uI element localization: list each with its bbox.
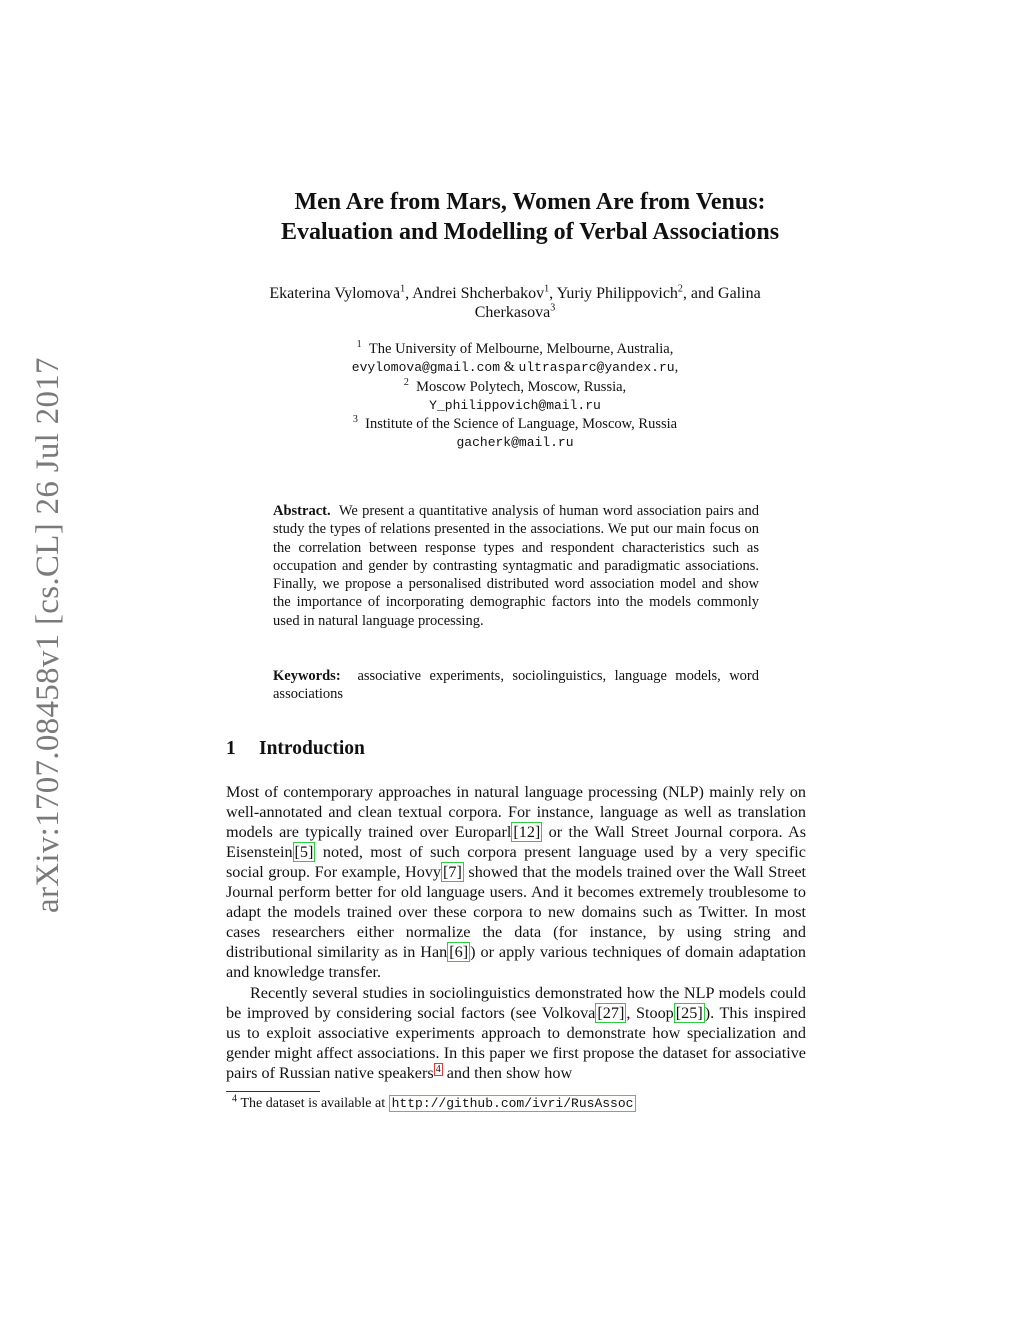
author-list xyxy=(200,284,830,322)
email-link[interactable]: Y_philippovich@mail.ru xyxy=(429,397,601,413)
keywords-label: Keywords: xyxy=(273,668,341,684)
footnote-mark: 4 xyxy=(232,1093,237,1105)
paragraph-1 xyxy=(226,782,806,982)
author-name: Cherkasova xyxy=(474,304,551,321)
keywords-text: associative experiments, sociolinguistics, language models, word associations xyxy=(273,668,759,703)
institution-name: The University of Melbourne, Melbourne, Australia, xyxy=(368,341,674,357)
title-line-2: Evaluation and Modelling of Verbal Associations xyxy=(280,219,780,245)
affiliation-mark: 3 xyxy=(352,414,358,426)
abstract xyxy=(273,502,759,630)
section-heading xyxy=(226,738,365,760)
affiliations xyxy=(250,340,780,453)
footnote-link[interactable]: 4 xyxy=(435,1063,441,1075)
paragraph-text: ). This inspired us to exploit associative experiments approach to demonstrate how specialization and gender might affect associations. In this paper we first propose the dataset for associative pairs of Russian native speakers xyxy=(226,1004,806,1082)
email-link[interactable]: gacherk@mail.ru xyxy=(456,435,574,451)
affiliation-mark: 2 xyxy=(677,283,683,295)
affiliation-mark: 2 xyxy=(403,376,409,388)
email-link[interactable]: evylomova@gmail.com xyxy=(351,360,501,376)
footnote xyxy=(232,1094,636,1114)
paragraph-text: or the Wall Street Journal corpora. As Eisenstein xyxy=(226,823,806,861)
affiliation-1 xyxy=(250,340,780,358)
ampersand: & xyxy=(503,359,515,376)
institution-name: Moscow Polytech, Moscow, Russia, xyxy=(416,378,627,395)
affiliation-2 xyxy=(250,378,780,396)
affiliation-mark: 1 xyxy=(400,283,406,295)
comma: , xyxy=(674,359,679,376)
footnote-text: The dataset is available at xyxy=(240,1096,389,1111)
institution-name: Institute of the Science of Language, Moscow, Russia xyxy=(365,416,678,433)
paragraph-text: showed that the models trained over the Wall Street Journal perform better for old language users. And it becomes extremely troublesome to adapt the models trained over these corpora to new domains such as Twitter. In most cases researchers either normalize the data (for instance, by using string and distributional similarity as in Han xyxy=(226,863,807,961)
section-number: 1 xyxy=(226,738,236,759)
email-link[interactable]: ultrasparc@yandex.ru xyxy=(518,360,675,376)
paragraph-text: Recently several studies in sociolinguistics demonstrated how the NLP models could be improved by considering social factors (see Volkova xyxy=(226,984,806,1022)
affiliation-mark: 1 xyxy=(544,283,550,295)
paragraph-text: and then show how xyxy=(442,1064,573,1082)
citation-link[interactable]: [6] xyxy=(449,943,469,961)
arxiv-identifier-stamp: arXiv:1707.08458v1 [cs.CL] 26 Jul 2017 xyxy=(30,357,66,913)
author-name: , and Galina xyxy=(682,285,761,302)
affiliation-2-email xyxy=(250,396,780,415)
affiliation-3 xyxy=(250,415,780,433)
paragraph-text: Most of contemporary approaches in natural language processing (NLP) mainly rely on well-annotated and clean textual corpora. For instance, language as well as translation models are typically trained over Europarl xyxy=(226,783,806,841)
paragraph-text: ) or apply various techniques of domain adaptation and knowledge transfer. xyxy=(226,943,806,981)
citation-link[interactable]: [25] xyxy=(675,1004,703,1022)
paragraph-text: , Stoop xyxy=(626,1004,674,1022)
title-line-1: Men Are from Mars, Women Are from Venus: xyxy=(294,189,766,215)
abstract-text: We present a quantitative analysis of human word association pairs and study the types of relations presented in the associations. We put our main focus on the correlation between response types and respondent characteristics such as occupation and gender by contrasting syntagmatic and paradigmatic associations. Finally, we propose a personalised distributed word association model and show the importance of incorporating demographic factors into the models commonly used in natural language processing. xyxy=(273,503,759,629)
abstract-label: Abstract. xyxy=(273,503,331,519)
affiliation-1-emails xyxy=(250,358,780,377)
citation-link[interactable]: [27] xyxy=(597,1004,625,1022)
author-name: , Yuriy Philippovich xyxy=(549,285,678,302)
author-name: , Andrei Shcherbakov xyxy=(405,285,545,302)
affiliation-mark: 3 xyxy=(550,302,556,314)
section-title: Introduction xyxy=(259,738,365,759)
affiliation-3-email xyxy=(250,433,780,452)
citation-link[interactable]: [7] xyxy=(443,863,462,881)
paragraph-2 xyxy=(226,983,806,1083)
affiliation-mark: 1 xyxy=(356,339,362,351)
paragraph-text: noted, most of such corpora present language used by a very specific social group. For example, Hovy xyxy=(226,843,806,881)
footnote-divider xyxy=(226,1091,320,1092)
citation-link[interactable]: [12] xyxy=(513,823,541,841)
citation-link[interactable]: [5] xyxy=(294,843,314,861)
keywords xyxy=(273,667,759,704)
footnote-url-link[interactable]: http://github.com/ivri/RusAssoc xyxy=(389,1095,637,1112)
paper-title xyxy=(180,187,880,247)
author-name: Ekaterina Vylomova xyxy=(269,285,401,302)
